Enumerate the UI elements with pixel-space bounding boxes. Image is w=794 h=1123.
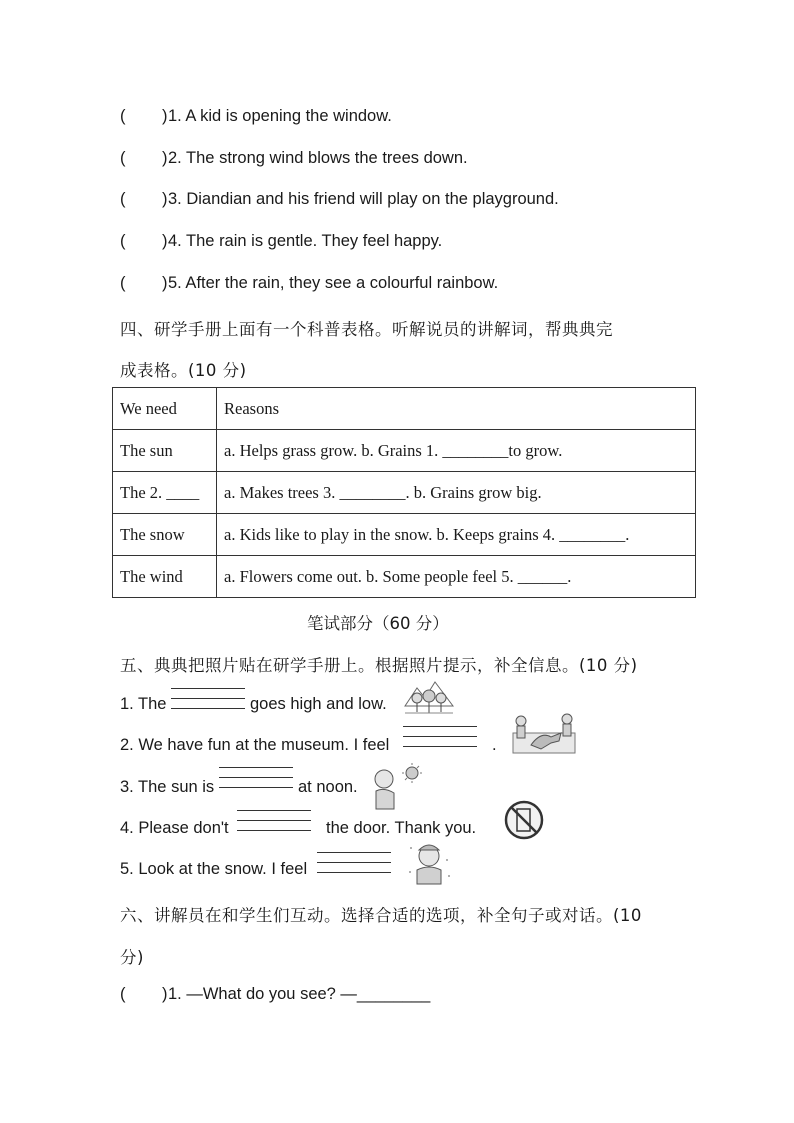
answer-paren-close: ): [162, 274, 168, 292]
table-row: [113, 430, 696, 472]
judge-item: [120, 274, 720, 296]
answer-paren-open[interactable]: (: [120, 232, 126, 250]
fill-item-4-after: the door. Thank you.: [326, 819, 477, 837]
no-slam-door-sign-icon: [503, 799, 545, 841]
answer-paren-open[interactable]: (: [120, 107, 126, 125]
table-header-cell: Reasons: [217, 388, 696, 430]
hot-sun-kid-icon: [368, 763, 424, 811]
judge-item-text: 3. Diandian and his friend will play on the playground.: [168, 190, 559, 208]
judge-item: [120, 190, 720, 212]
table-cell: The snow: [113, 514, 217, 556]
table-row: [113, 472, 696, 514]
table-header-row: [113, 388, 696, 430]
science-table: [112, 387, 696, 598]
choice-item: [120, 985, 720, 1007]
cold-kid-snow-icon: [407, 840, 453, 886]
table-cell[interactable]: a. Flowers come out. b. Some people feel 5. ______.: [217, 556, 696, 598]
fill-item-2-after: .: [492, 736, 497, 754]
answer-lines[interactable]: [171, 688, 245, 718]
answer-paren-close: ): [162, 190, 168, 208]
museum-dinosaur-icon: [511, 711, 577, 755]
section4-heading: 四、研学手册上面有一个科普表格。听解说员的讲解词，帮典典完: [120, 320, 613, 339]
table-row: [113, 514, 696, 556]
answer-paren-open[interactable]: (: [120, 985, 126, 1003]
fill-item-2-before: 2. We have fun at the museum. I feel: [120, 736, 390, 754]
answer-paren-open[interactable]: (: [120, 190, 126, 208]
answer-paren-open[interactable]: (: [120, 274, 126, 292]
judge-item: [120, 232, 720, 254]
table-header-cell: We need: [113, 388, 217, 430]
fill-item-4-before: 4. Please don't: [120, 819, 229, 837]
section6-heading: 六、讲解员在和学生们互动。选择合适的选项，补全句子或对话。(10: [120, 906, 642, 925]
answer-lines[interactable]: [237, 810, 311, 840]
judge-item-text: 5. After the rain, they see a colourful rainbow.: [168, 274, 499, 292]
answer-paren-close: ): [162, 107, 168, 125]
answer-paren-close: ): [162, 232, 168, 250]
fill-item-3-before: 3. The sun is: [120, 778, 215, 796]
fill-item-3-after: at noon.: [298, 778, 358, 796]
table-cell[interactable]: a. Kids like to play in the snow. b. Keeps grains 4. ________.: [217, 514, 696, 556]
fill-item-1-before: 1. The: [120, 695, 167, 713]
judge-item: [120, 107, 720, 129]
answer-paren-open[interactable]: (: [120, 149, 126, 167]
answer-lines[interactable]: [403, 726, 477, 756]
answer-lines[interactable]: [219, 767, 293, 797]
fill-item-5-before: 5. Look at the snow. I feel: [120, 860, 308, 878]
table-row: [113, 556, 696, 598]
choice-item-text: 1. —What do you see? —________: [168, 985, 431, 1003]
section5-heading: 五、典典把照片贴在研学手册上。根据照片提示，补全信息。(10 分): [120, 656, 638, 675]
table-cell: The wind: [113, 556, 217, 598]
fill-item-1-after: goes high and low.: [250, 695, 387, 713]
answer-paren-close: ): [162, 985, 168, 1003]
answer-lines[interactable]: [317, 852, 391, 882]
judge-item-text: 2. The strong wind blows the trees down.: [168, 149, 468, 167]
table-cell[interactable]: The 2. ____: [113, 472, 217, 514]
answer-paren-close: ): [162, 149, 168, 167]
section4-heading-cont: 成表格。(10 分): [120, 361, 247, 380]
judge-item: [120, 149, 720, 171]
section6-heading-cont: 分): [120, 948, 144, 967]
written-part-title: 笔试部分（60 分）: [307, 614, 449, 633]
table-cell[interactable]: a. Helps grass grow. b. Grains 1. ________to grow.: [217, 430, 696, 472]
table-cell[interactable]: a. Makes trees 3. ________. b. Grains grow big.: [217, 472, 696, 514]
table-cell: The sun: [113, 430, 217, 472]
judge-item-text: 1. A kid is opening the window.: [168, 107, 392, 125]
trees-mountain-icon: [403, 676, 455, 716]
judge-item-text: 4. The rain is gentle. They feel happy.: [168, 232, 443, 250]
